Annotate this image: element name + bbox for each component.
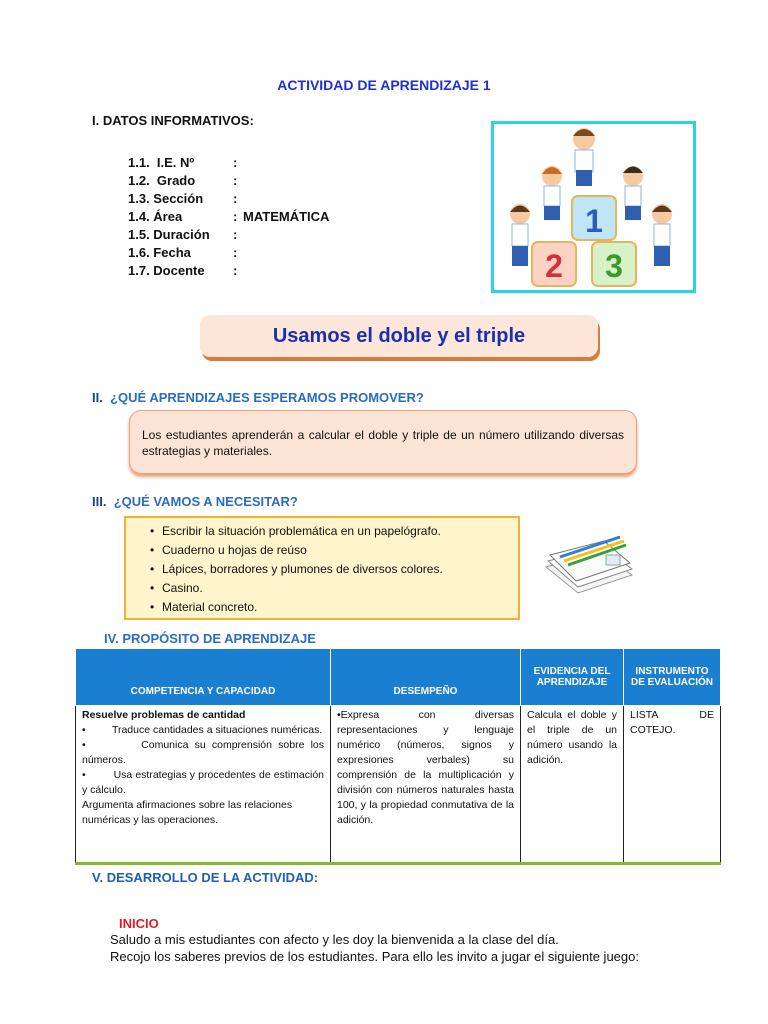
datos-row: 1.5. Duración : [128, 227, 238, 242]
datos-row: 1.2. Grado : [128, 173, 238, 188]
column-header: INSTRUMENTO DE EVALUACIÓN [624, 649, 721, 706]
paragraph: Recojo los saberes previos de los estudiantes. Para ello les invito a jugar el siguiente juego: [110, 949, 639, 964]
list-item: • Usa estrategias y procedentes de estimación y cálculo. [82, 769, 324, 796]
child-figure [623, 166, 643, 220]
section-1-heading: I. DATOS INFORMATIVOS: [92, 113, 254, 128]
datos-row: 1.3. Sección : [128, 191, 238, 206]
evidencia-cell: Calcula el doble y el triple de un número usando la adición. [521, 706, 624, 864]
inicio-subheading: INICIO [119, 916, 159, 931]
learning-purpose-table [75, 648, 721, 865]
section-4-heading: IV. PROPÓSITO DE APRENDIZAJE [104, 631, 316, 646]
datos-list [128, 154, 329, 280]
desempeno-cell: •Expresa con diversas representaciones y lenguaje numérico (números, signos y expresiones verbales) su comprensión de la multiplicación y división con números naturales hasta 100, y la propiedad conmutativa de la adición. [331, 706, 521, 864]
block-1-label: 1 [585, 203, 603, 239]
list-item: • Escribir la situación problemática en un papelógrafo. [162, 522, 518, 541]
children-on-number-blocks-illustration [491, 121, 696, 293]
child-figure [573, 128, 595, 186]
section-5-heading: V. DESARROLLO DE LA ACTIVIDAD: [92, 870, 319, 885]
paragraph: Saludo a mis estudiantes con afecto y les doy la bienvenida a la clase del día. [110, 932, 559, 947]
block-3-label: 3 [605, 248, 623, 284]
document-title: ACTIVIDAD DE APRENDIZAJE 1 [277, 77, 491, 93]
list-item: • Material concreto. [162, 598, 518, 617]
competencia-cell [76, 706, 331, 864]
child-figure [510, 204, 530, 266]
list-item: • Casino. [162, 579, 518, 598]
column-header: COMPETENCIA Y CAPACIDAD [76, 649, 331, 706]
block-2-label: 2 [545, 248, 563, 284]
datos-row: 1.1. I.E. Nº : [128, 155, 238, 170]
section-3-heading: III. ¿QUÉ VAMOS A NECESITAR? [92, 494, 298, 509]
child-figure [652, 204, 672, 266]
learning-goal-box [129, 410, 637, 474]
column-header: DESEMPEÑO [331, 649, 521, 706]
list-item: • Comunica su comprensión sobre los números. [82, 739, 324, 766]
list-item: • Cuaderno u hojas de reúso [162, 541, 518, 560]
section-2-heading: II. ¿QUÉ APRENDIZAJES ESPERAMOS PROMOVER? [92, 390, 424, 405]
list-item: • Lápices, borradores y plumones de diversos colores. [162, 560, 518, 579]
learning-goal-text: Los estudiantes aprenderán a calcular el doble y triple de un número utilizando diversas estrategias y materiales. [142, 428, 624, 458]
child-figure [542, 166, 562, 220]
datos-row: 1.6. Fecha : [128, 245, 238, 260]
datos-row: 1.4. Área : MATEMÁTICA [128, 209, 330, 224]
competencia-title: Resuelve problemas de cantidad [82, 709, 246, 721]
materials-box [124, 516, 520, 620]
column-header: EVIDENCIA DEL APRENDIZAJE [521, 649, 624, 706]
datos-row: 1.7. Docente : [128, 263, 238, 278]
instrumento-cell: LISTA DE COTEJO. [624, 706, 721, 864]
notebooks-pencils-icon [540, 517, 636, 601]
competencia-extra: Argumenta afirmaciones sobre las relaciones numéricas y las operaciones. [82, 799, 293, 826]
list-item: • Traduce cantidades a situaciones numéricas. [82, 724, 323, 736]
activity-title: Usamos el doble y el triple [272, 324, 526, 347]
activity-title-banner [200, 315, 598, 357]
